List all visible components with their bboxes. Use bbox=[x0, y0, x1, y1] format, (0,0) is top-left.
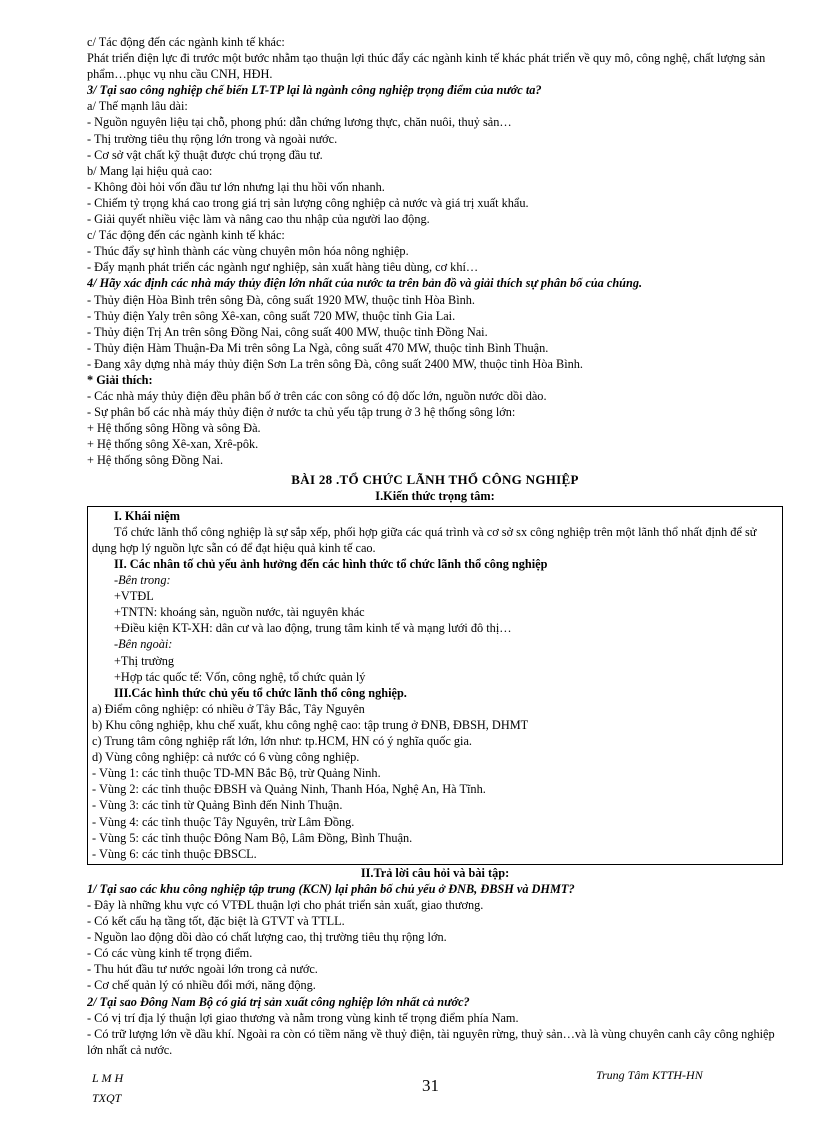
box-heading-2: II. Các nhân tố chủ yếu ảnh hưởng đến các hình thức tổ chức lãnh thổ công nghiệp bbox=[114, 557, 548, 571]
list-item: - Thu hút đầu tư nước ngoài lớn trong cả nước. bbox=[87, 962, 318, 977]
list-item: - Nguồn nguyên liệu tại chỗ, phong phú: dẫn chứng lương thực, chăn nuôi, thuỷ sản… bbox=[87, 115, 512, 130]
list-item: + Hệ thống sông Xê-xan, Xrê-pôk. bbox=[87, 437, 259, 452]
list-item: - Thủy điện Yaly trên sông Xê-xan, công suất 720 MW, thuộc tỉnh Gia Lai. bbox=[87, 308, 456, 323]
question-2: 2/ Tại sao Đông Nam Bộ có giá trị sản xuất công nghiệp lớn nhất cả nước? bbox=[87, 994, 470, 1009]
list-item: - Cơ chế quản lý có nhiều đổi mới, năng động. bbox=[87, 978, 316, 993]
c-paragraph: Phát triển điện lực đi trước một bước nhằm tạo thuận lợi thúc đẩy các ngành kinh tế khác phát triển về quy mô, công nghệ, chất lượng sản phẩm…phục vụ nhu cầu CNH, HĐH. bbox=[87, 51, 766, 82]
box-paragraph-1: Tổ chức lãnh thổ công nghiệp là sự sắp xếp, phối hợp giữa các quá trình và cơ sở sx công nghiệp trên một lãnh thổ nhất định để sử dụng hợp lý nguồn lực sẵn có để đạt hiệu quả kinh tế cao. bbox=[92, 524, 757, 555]
list-item: b) Khu công nghiệp, khu chế xuất, khu công nghệ cao: tập trung ở ĐNB, ĐBSH, DHMT bbox=[92, 717, 529, 732]
list-item: +VTĐL bbox=[114, 589, 154, 604]
list-item: c) Trung tâm công nghiệp rất lớn, lớn như: tp.HCM, HN có ý nghĩa quốc gia. bbox=[92, 734, 472, 749]
author-line-2: TXQT bbox=[92, 1091, 122, 1105]
list-item: - Có kết cấu hạ tầng tốt, đặc biệt là GTVT và TTLL. bbox=[87, 914, 345, 929]
list-item: - Không đòi hỏi vốn đầu tư lớn nhưng lại thu hồi vốn nhanh. bbox=[87, 179, 385, 194]
list-item: +TNTN: khoáng sản, nguồn nước, tài nguyên khác bbox=[114, 605, 365, 620]
list-item: - Thủy điện Hòa Bình trên sông Đà, công suất 1920 MW, thuộc tỉnh Hòa Bình. bbox=[87, 292, 475, 307]
list-item: - Nguồn lao động dồi dào có chất lượng cao, thị trường tiêu thụ rộng lớn. bbox=[87, 930, 447, 945]
list-item: - Các nhà máy thủy điện đều phân bố ở trên các con sông có độ dốc lớn, nguồn nước dồi dào. bbox=[87, 389, 547, 404]
list-item: - Có vị trí địa lý thuận lợi giao thương và nằm trong vùng kinh tế trọng điểm phía Nam. bbox=[87, 1010, 519, 1025]
section-2-heading: II.Trả lời câu hỏi và bài tập: bbox=[360, 865, 510, 880]
list-item: - Giải quyết nhiều việc làm và nâng cao thu nhập của người lao động. bbox=[87, 212, 430, 227]
list-item: - Vùng 4: các tỉnh thuộc Tây Nguyên, trừ Lâm Đồng. bbox=[92, 814, 355, 829]
list-item: + Hệ thống sông Hồng và sông Đà. bbox=[87, 421, 261, 436]
key-knowledge-box bbox=[87, 506, 783, 865]
list-item: - Thủy điện Hàm Thuận-Đa Mi trên sông La Ngà, công suất 470 MW, thuộc tỉnh Bình Thuận. bbox=[87, 340, 549, 355]
list-item: +Thị trường bbox=[114, 653, 175, 668]
document-page bbox=[87, 34, 783, 1058]
box-heading-1: I. Khái niệm bbox=[114, 508, 180, 523]
outside-label: -Bên ngoài: bbox=[114, 637, 173, 652]
list-item: - Vùng 2: các tỉnh thuộc ĐBSH và Quảng Ninh, Thanh Hóa, Nghệ An, Hà Tĩnh. bbox=[92, 782, 486, 797]
list-item: - Có trữ lượng lớn về dầu khí. Ngoài ra còn có tiềm năng về thuỷ điện, tài nguyên rừng, thuỷ sản…và là vùng chuyên canh cây công nghiệp lớn nhất cả nước. bbox=[87, 1026, 775, 1057]
list-item: - Đẩy mạnh phát triển các ngành ngư nghiệp, sản xuất hàng tiêu dùng, cơ khí… bbox=[87, 260, 479, 275]
page-footer bbox=[0, 1068, 816, 1118]
q1-answer bbox=[87, 897, 783, 994]
list-item: + Hệ thống sông Đồng Nai. bbox=[87, 453, 224, 468]
inside-label: -Bên trong: bbox=[114, 573, 171, 588]
question-4: 4/ Hãy xác định các nhà máy thủy điện lớn nhất của nước ta trên bản đồ và giải thích sự phân bố của chúng. bbox=[87, 276, 643, 291]
list-item: a/ Thế mạnh lâu dài: bbox=[87, 99, 188, 114]
list-item: b/ Mang lại hiệu quả cao: bbox=[87, 163, 213, 178]
author-line-1: L M H bbox=[92, 1071, 124, 1085]
list-item: - Đang xây dựng nhà máy thủy điện Sơn La trên sông Đà, công suất 2400 MW, thuộc tỉnh Hòa Bình. bbox=[87, 356, 583, 371]
q4-answer bbox=[87, 292, 783, 469]
list-item: - Vùng 3: các tỉnh từ Quảng Bình đến Ninh Thuận. bbox=[92, 798, 343, 813]
section-1-heading: I.Kiến thức trọng tâm: bbox=[375, 488, 495, 503]
list-item: - Cơ sở vật chất kỹ thuật được chú trọng đầu tư. bbox=[87, 147, 323, 162]
list-item: - Thủy điện Trị An trên sông Đồng Nai, công suất 400 MW, thuộc tỉnh Đồng Nai. bbox=[87, 324, 488, 339]
list-item: +Hợp tác quốc tế: Vốn, công nghệ, tổ chức quản lý bbox=[114, 669, 366, 684]
explain-heading: * Giải thích: bbox=[87, 372, 153, 387]
question-3: 3/ Tại sao công nghiệp chế biến LT-TP lại là ngành công nghiệp trọng điểm của nước ta? bbox=[87, 83, 542, 98]
list-item: - Thúc đẩy sự hình thành các vùng chuyên môn hóa nông nghiệp. bbox=[87, 244, 409, 259]
list-item: - Chiếm tỷ trọng khá cao trong giá trị sản lượng công nghiệp cả nước và giá trị xuất khẩu. bbox=[87, 195, 529, 210]
list-item: - Có các vùng kinh tế trọng điểm. bbox=[87, 946, 253, 961]
list-item: d) Vùng công nghiệp: cả nước có 6 vùng công nghiệp. bbox=[92, 750, 360, 765]
c-heading: c/ Tác động đến các ngành kinh tế khác: bbox=[87, 35, 285, 49]
list-item: - Vùng 5: các tỉnh thuộc Đông Nam Bộ, Lâm Đồng, Bình Thuận. bbox=[92, 830, 413, 845]
lesson-title: BÀI 28 .TỔ CHỨC LÃNH THỔ CÔNG NGHIỆP bbox=[291, 471, 579, 487]
list-item: a) Điểm công nghiệp: có nhiều ở Tây Bắc, Tây Nguyên bbox=[92, 701, 365, 716]
list-item: +Điều kiện KT-XH: dân cư và lao động, trung tâm kinh tế và mạng lưới đô thị… bbox=[114, 621, 512, 636]
list-item: - Thị trường tiêu thụ rộng lớn trong và ngoài nước. bbox=[87, 131, 338, 146]
box-heading-3: III.Các hình thức chủ yếu tổ chức lãnh thổ công nghiệp. bbox=[114, 685, 407, 700]
question-1: 1/ Tại sao các khu công nghiệp tập trung (KCN) lại phân bố chủ yếu ở ĐNB, ĐBSH và DHMT? bbox=[87, 881, 575, 896]
list-item: - Đây là những khu vực có VTĐL thuận lợi cho phát triển sản xuất, giao thương. bbox=[87, 897, 484, 912]
q3-answer bbox=[87, 98, 783, 275]
q2-answer bbox=[87, 1010, 783, 1058]
list-item: - Vùng 6: các tỉnh thuộc ĐBSCL. bbox=[92, 846, 257, 861]
author-initials bbox=[92, 1068, 123, 1108]
list-item: - Vùng 1: các tỉnh thuộc TD-MN Bắc Bộ, trừ Quảng Ninh. bbox=[92, 766, 381, 781]
list-item: - Sự phân bố các nhà máy thủy điện ở nước ta chủ yếu tập trung ở 3 hệ thống sông lớn: bbox=[87, 405, 516, 420]
list-item: c/ Tác động đến các ngành kinh tế khác: bbox=[87, 228, 285, 243]
page-number: 31 bbox=[422, 1076, 439, 1095]
center-name: Trung Tâm KTTH-HN bbox=[596, 1068, 703, 1082]
